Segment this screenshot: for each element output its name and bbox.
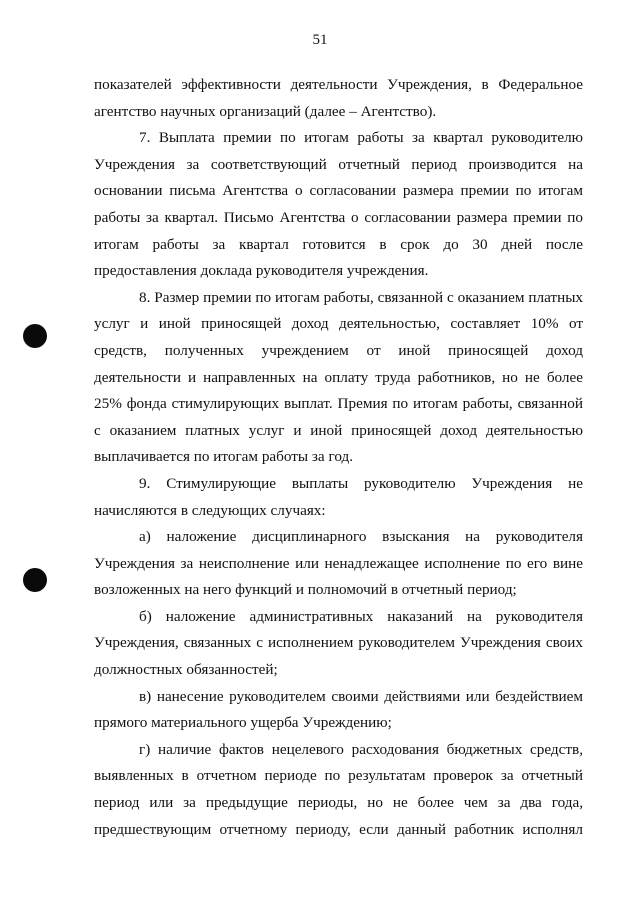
text-line: Учреждения, связанных с исполнением руководителем Учреждения своих [94,634,583,652]
text-line: прямого материального ущерба Учреждению; [94,714,392,732]
text-line: работы за квартал. Письмо Агентства о согласовании размера премии по [94,208,583,226]
paragraph-subitem-a [94,524,583,604]
punch-hole-mark [23,568,47,592]
paragraph-item-7 [94,125,583,285]
text-line: Учреждения за соответствующий отчетный период производится на [94,155,583,173]
text-line: в) нанесение руководителем своими действиями или бездействием [139,687,583,705]
text-line: предшествующим отчетному периоду, если данный работник исполнял [94,820,583,838]
text-line: г) наличие фактов нецелевого расходования бюджетных средств, [139,740,583,758]
text-line: итогам работы за квартал готовится в срок до 30 дней после [94,235,583,253]
text-line: деятельности и направленных на оплату труда работников, но не более [94,368,583,386]
text-line: основании письма Агентства о согласовании размера премии по итогам [94,182,583,200]
text-line: 25% фонда стимулирующих выплат. Премия по итогам работы, связанной [94,395,583,413]
paragraph-subitem-b [94,604,583,684]
text-line: предоставления доклада руководителя учреждения. [94,262,429,280]
text-line: выплачивается по итогам работы за год. [94,448,353,466]
text-line: Учреждения за неисполнение или ненадлежащее исполнение по его вине [94,554,583,572]
text-line: б) наложение административных наказаний на руководителя [139,607,583,625]
text-line: начисляются в следующих случаях: [94,501,326,519]
punch-hole-mark [23,324,47,348]
text-line: 7. Выплата премии по итогам работы за квартал руководителю [139,129,583,147]
text-line: возложенных на него функций и полномочий в отчетный период; [94,581,517,599]
text-line: агентство научных организаций (далее – Агентство). [94,102,437,120]
text-line: а) наложение дисциплинарного взыскания на руководителя [139,528,583,546]
text-line: должностных обязанностей; [94,661,278,679]
page-number: 51 [312,32,328,48]
text-line: с оказанием платных услуг и иной приносящей доход деятельностью [94,421,583,439]
paragraph-subitem-v [94,684,583,737]
paragraph-continuation [94,72,583,125]
paragraph-item-9 [94,471,583,524]
paragraph-item-8 [94,285,583,471]
text-line: 8. Размер премии по итогам работы, связанной с оказанием платных [139,288,583,306]
text-line: выявленных в отчетном периоде по результатам проверок за отчетный [94,767,583,785]
text-line: средств, полученных учреждением от иной приносящей доход [94,341,583,359]
paragraph-subitem-g [94,737,583,843]
text-line: показателей эффективности деятельности Учреждения, в Федеральное [94,76,583,93]
text-line: период или за предыдущие периоды, но не более чем за два года, [94,794,583,812]
text-line: 9. Стимулирующие выплаты руководителю Учреждения не [139,474,583,492]
text-line: услуг и иной приносящей доход деятельностью, составляет 10% от [94,315,583,333]
document-body [94,72,583,843]
